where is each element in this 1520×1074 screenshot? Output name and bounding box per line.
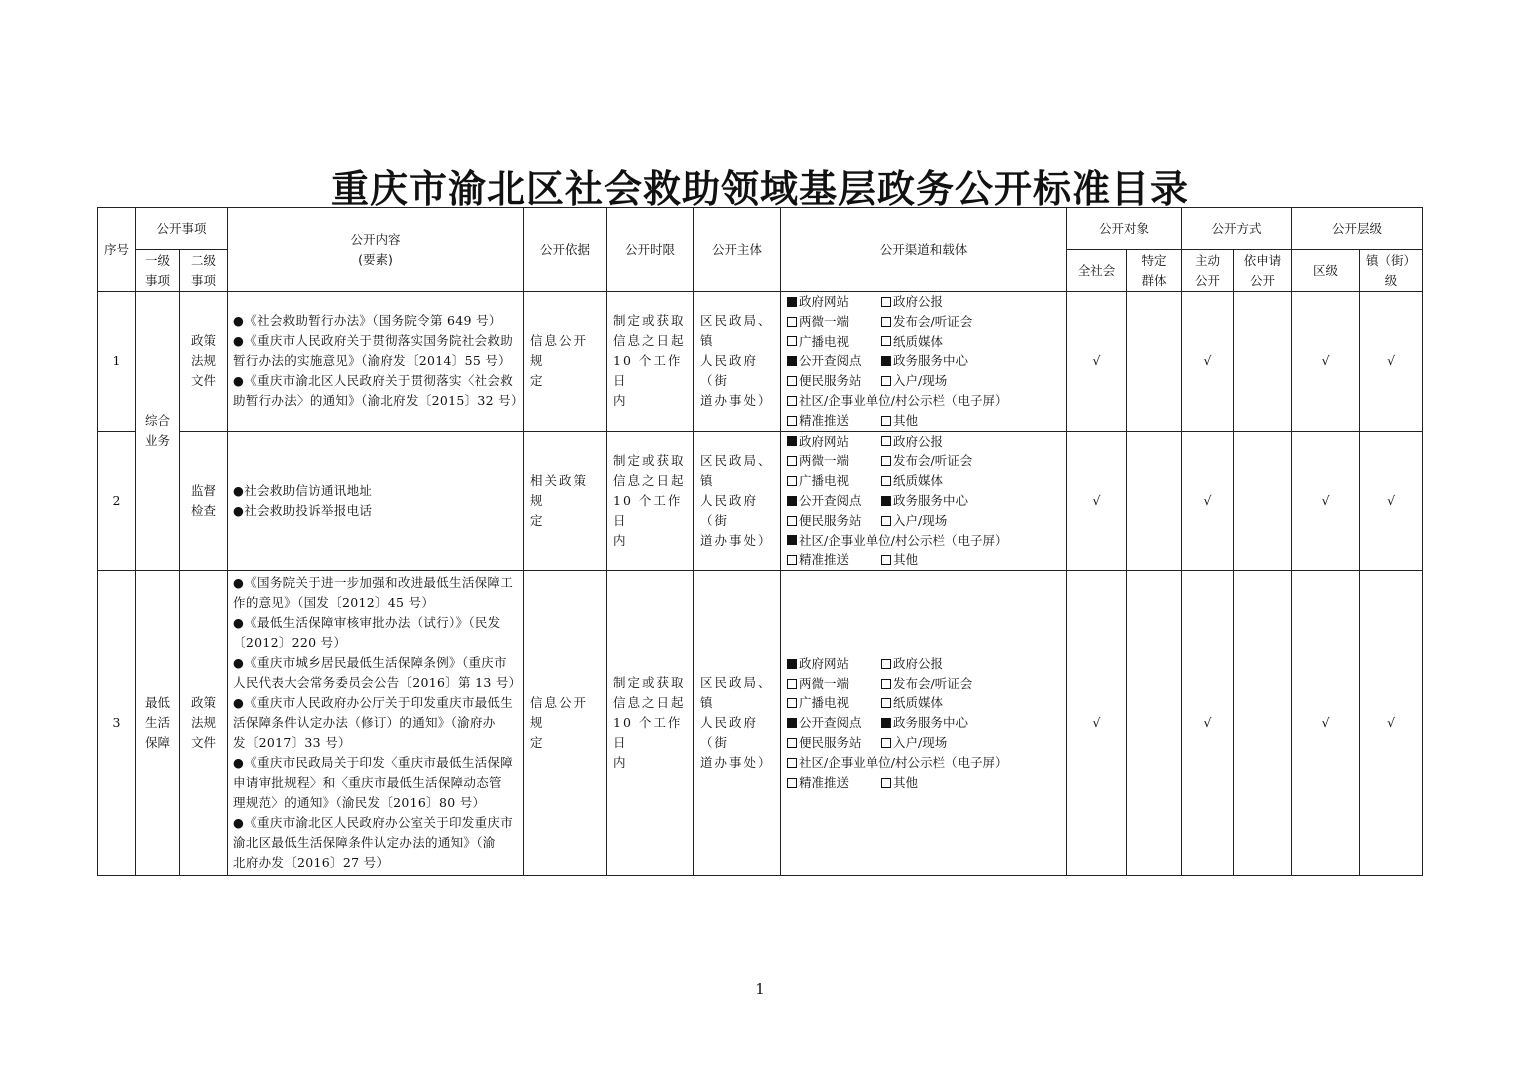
channel-label: 纸质媒体 [893, 473, 944, 489]
channel-item [881, 471, 943, 491]
channel-item [787, 312, 881, 332]
header-audience-all: 全社会 [1067, 250, 1127, 292]
channel-item [787, 471, 881, 491]
channel-label: 纸质媒体 [893, 695, 944, 711]
channel-item [787, 432, 881, 452]
cell-audience-specific [1127, 571, 1182, 876]
channel-item [881, 351, 968, 371]
channel-item [881, 371, 947, 391]
header-level-town: 镇（街） 级 [1360, 250, 1423, 292]
header-method-active: 主动 公开 [1182, 250, 1234, 292]
channel-row [787, 713, 1060, 733]
table-row [98, 431, 1423, 571]
unchecked-box-icon [881, 679, 891, 689]
channel-label: 政务服务中心 [893, 715, 969, 731]
check-level-district: √ [1292, 292, 1360, 432]
channel-label: 公开查阅点 [799, 492, 862, 508]
row-content: ●社会救助信访通讯地址 ●社会救助投诉举报电话 [228, 431, 524, 571]
channel-label: 政府公报 [893, 655, 944, 671]
unchecked-box-icon [787, 516, 797, 526]
channel-label: 发布会/听证会 [893, 675, 973, 691]
header-audience: 公开对象 [1067, 208, 1182, 250]
channel-row [787, 292, 1060, 312]
checked-box-icon [787, 297, 797, 307]
channel-label: 便民服务站 [799, 735, 862, 751]
row-basis: 信息公开规 定 [524, 571, 607, 876]
unchecked-box-icon [881, 297, 891, 307]
unchecked-box-icon [881, 416, 891, 426]
channel-label: 其他 [893, 774, 919, 790]
channel-row [787, 471, 1060, 491]
unchecked-box-icon [787, 738, 797, 748]
unchecked-box-icon [881, 336, 891, 346]
channel-item [787, 531, 1007, 551]
header-content: 公开内容 (要素) [228, 208, 524, 292]
channel-label: 入户/现场 [893, 373, 948, 389]
channel-item [881, 491, 968, 511]
table-row [98, 571, 1423, 876]
channel-row [787, 511, 1060, 531]
channel-label: 两微一端 [799, 675, 850, 691]
row-basis: 相关政策规 定 [524, 431, 607, 571]
unchecked-box-icon [787, 317, 797, 327]
row-seq: 1 [98, 292, 136, 432]
channel-label: 精准推送 [799, 774, 850, 790]
catalog-table [97, 207, 1423, 876]
unchecked-box-icon [881, 317, 891, 327]
channel-item [787, 733, 881, 753]
unchecked-box-icon [881, 516, 891, 526]
channel-row [787, 391, 1060, 411]
unchecked-box-icon [881, 738, 891, 748]
channel-label: 广播电视 [799, 333, 850, 349]
check-level-district: √ [1292, 431, 1360, 571]
row-content: ●《国务院关于进一步加强和改进最低生活保障工 作的意见》（国发〔2012〕45 号） ●《最低生活保障审核审批办法（试行）》（民发 〔2012〕220 号） ●《重庆市城乡居民最低生活保障条例》（重庆市 人民代表大会常务委员会公告〔2016〕第 13 号） ●《重庆市人民政府办公厅关于印发重庆市最低生 活保障条件认定办法（修订）的通知》（渝府办 发〔2017〕33 号） ●《重庆市民政局关于印发〈重庆市最低生活保障 申请审批规程〉和〈重庆市最低生活保障动态管 理规范〉的通知》（渝民发〔2016〕80 号） ●《重庆市渝北区人民政府办公室关于印发重庆市 渝北区最低生活保障条件认定办法的通知》（渝 北府办发〔2016〕27 号） [228, 571, 524, 876]
channel-row [787, 491, 1060, 511]
channel-label: 社区/企事业单位/村公示栏（电子屏） [799, 392, 1008, 408]
checked-box-icon [787, 535, 797, 545]
channel-item [881, 550, 918, 570]
channel-item [881, 292, 943, 312]
row-time-limit: 制定或获取 信息之日起 10 个工作日 内 [607, 292, 694, 432]
row-level2: 政策 法规 文件 [180, 292, 228, 432]
channel-row [787, 371, 1060, 391]
unchecked-box-icon [787, 698, 797, 708]
header-seq: 序号 [98, 208, 136, 292]
unchecked-box-icon [881, 778, 891, 788]
channel-label: 公开查阅点 [799, 715, 862, 731]
channel-item [787, 371, 881, 391]
channel-row [787, 654, 1060, 674]
row-level2: 政策 法规 文件 [180, 571, 228, 876]
row-level1: 综合 业务 [136, 292, 180, 571]
cell-method-request [1234, 571, 1292, 876]
unchecked-box-icon [787, 376, 797, 386]
cell-method-request [1234, 292, 1292, 432]
channel-label: 其他 [893, 552, 919, 568]
header-channels: 公开渠道和载体 [781, 208, 1067, 292]
channel-item [787, 451, 881, 471]
channel-item [881, 773, 918, 793]
checked-box-icon [787, 659, 797, 669]
channel-label: 政府公报 [893, 294, 944, 309]
checked-box-icon [787, 356, 797, 366]
channel-label: 两微一端 [799, 313, 850, 329]
channel-row [787, 312, 1060, 332]
channel-label: 精准推送 [799, 412, 850, 428]
cell-audience-specific [1127, 431, 1182, 571]
unchecked-box-icon [787, 476, 797, 486]
unchecked-box-icon [881, 476, 891, 486]
check-level-district: √ [1292, 571, 1360, 876]
unchecked-box-icon [787, 396, 797, 406]
unchecked-box-icon [881, 555, 891, 565]
channel-item [787, 674, 881, 694]
channel-label: 政府网站 [799, 294, 850, 309]
channel-label: 政府网站 [799, 655, 850, 671]
header-basis: 公开依据 [524, 208, 607, 292]
channel-item [787, 411, 881, 431]
check-level-town: √ [1360, 292, 1423, 432]
header-level-district: 区级 [1292, 250, 1360, 292]
channel-item [787, 351, 881, 371]
check-method-active: √ [1182, 571, 1234, 876]
unchecked-box-icon [787, 758, 797, 768]
header-method: 公开方式 [1182, 208, 1292, 250]
channel-label: 发布会/听证会 [893, 313, 973, 329]
row-subject: 区民政局、镇 人民政府（街 道办事处） [694, 431, 781, 571]
unchecked-box-icon [881, 456, 891, 466]
channel-item [881, 733, 947, 753]
channel-label: 入户/现场 [893, 735, 948, 751]
channel-item [787, 693, 881, 713]
channel-item [881, 432, 943, 452]
header-level2: 二级 事项 [180, 250, 228, 292]
channel-item [881, 713, 968, 733]
page-number: 1 [755, 980, 765, 998]
channel-label: 广播电视 [799, 695, 850, 711]
unchecked-box-icon [881, 698, 891, 708]
check-level-town: √ [1360, 571, 1423, 876]
row-subject: 区民政局、镇 人民政府（街 道办事处） [694, 571, 781, 876]
channel-item [881, 511, 947, 531]
row-time-limit: 制定或获取 信息之日起 10 个工作日 内 [607, 431, 694, 571]
channel-label: 精准推送 [799, 552, 850, 568]
check-method-active: √ [1182, 292, 1234, 432]
cell-method-request [1234, 431, 1292, 571]
row-content: ●《社会救助暂行办法》（国务院令第 649 号） ●《重庆市人民政府关于贯彻落实国务院社会救助 暂行办法的实施意见》（渝府发〔2014〕55 号） ●《重庆市渝北区人民政府关于贯彻落实〈社会救 助暂行办法〉的通知》（渝北府发〔2015〕32 号） [228, 292, 524, 432]
channel-item [787, 773, 881, 793]
checked-box-icon [787, 496, 797, 506]
channel-item [787, 391, 1007, 411]
channel-item [787, 332, 881, 352]
channel-label: 社区/企事业单位/村公示栏（电子屏） [799, 754, 1008, 770]
channel-row [787, 411, 1060, 431]
channel-item [881, 332, 943, 352]
channel-row [787, 674, 1060, 694]
row-seq: 3 [98, 571, 136, 876]
channel-item [881, 674, 972, 694]
channel-item [787, 753, 1007, 773]
checked-box-icon [787, 718, 797, 728]
unchecked-box-icon [787, 555, 797, 565]
channel-label: 纸质媒体 [893, 333, 944, 349]
channel-label: 广播电视 [799, 473, 850, 489]
unchecked-box-icon [787, 456, 797, 466]
check-audience-all: √ [1067, 292, 1127, 432]
header-level: 公开层级 [1292, 208, 1423, 250]
row-subject: 区民政局、镇 人民政府（街 道办事处） [694, 292, 781, 432]
channel-label: 政务服务中心 [893, 353, 969, 369]
channel-row [787, 693, 1060, 713]
unchecked-box-icon [881, 659, 891, 669]
channel-label: 社区/企事业单位/村公示栏（电子屏） [799, 532, 1008, 548]
row-basis: 信息公开规 定 [524, 292, 607, 432]
checked-box-icon [881, 356, 891, 366]
channel-label: 入户/现场 [893, 512, 948, 528]
channel-label: 政府网站 [799, 433, 850, 449]
checked-box-icon [787, 436, 797, 446]
header-audience-specific: 特定 群体 [1127, 250, 1182, 292]
row-level1: 最低 生活 保障 [136, 571, 180, 876]
header-level1: 一级 事项 [136, 250, 180, 292]
channel-label: 其他 [893, 412, 919, 428]
channel-label: 两微一端 [799, 453, 850, 469]
channel-label: 发布会/听证会 [893, 453, 973, 469]
unchecked-box-icon [881, 376, 891, 386]
channel-item [881, 312, 972, 332]
channel-row [787, 753, 1060, 773]
check-level-town: √ [1360, 431, 1423, 571]
row-channels [781, 571, 1067, 876]
channel-label: 便民服务站 [799, 512, 862, 528]
unchecked-box-icon [881, 436, 891, 446]
channel-item [881, 654, 943, 674]
channel-item [881, 693, 943, 713]
channel-item [881, 411, 918, 431]
unchecked-box-icon [787, 778, 797, 788]
channel-item [787, 511, 881, 531]
checked-box-icon [881, 496, 891, 506]
channel-item [787, 491, 881, 511]
channel-row [787, 550, 1060, 570]
cell-audience-specific [1127, 292, 1182, 432]
header-method-request: 依申请 公开 [1234, 250, 1292, 292]
unchecked-box-icon [787, 336, 797, 346]
check-audience-all: √ [1067, 571, 1127, 876]
unchecked-box-icon [787, 416, 797, 426]
channel-item [881, 451, 972, 471]
check-method-active: √ [1182, 431, 1234, 571]
channel-row [787, 432, 1060, 452]
channel-row [787, 332, 1060, 352]
channel-label: 公开查阅点 [799, 353, 862, 369]
row-seq: 2 [98, 431, 136, 571]
row-channels [781, 431, 1067, 571]
header-items: 公开事项 [136, 208, 228, 250]
channel-item [787, 292, 881, 312]
channel-label: 便民服务站 [799, 373, 862, 389]
row-channels [781, 292, 1067, 432]
channel-row [787, 733, 1060, 753]
header-time-limit: 公开时限 [607, 208, 694, 292]
channel-item [787, 713, 881, 733]
document-title: 重庆市渝北区社会救助领域基层政务公开标准目录 [330, 167, 1189, 211]
channel-item [787, 654, 881, 674]
channel-item [787, 550, 881, 570]
channel-row [787, 451, 1060, 471]
checked-box-icon [881, 718, 891, 728]
channel-label: 政府公报 [893, 433, 944, 449]
channel-row [787, 531, 1060, 551]
table-row [98, 292, 1423, 432]
row-time-limit: 制定或获取 信息之日起 10 个工作日 内 [607, 571, 694, 876]
channel-row [787, 773, 1060, 793]
unchecked-box-icon [787, 679, 797, 689]
check-audience-all: √ [1067, 431, 1127, 571]
channel-row [787, 351, 1060, 371]
channel-label: 政务服务中心 [893, 492, 969, 508]
header-subject: 公开主体 [694, 208, 781, 292]
row-level2: 监督 检查 [180, 431, 228, 571]
